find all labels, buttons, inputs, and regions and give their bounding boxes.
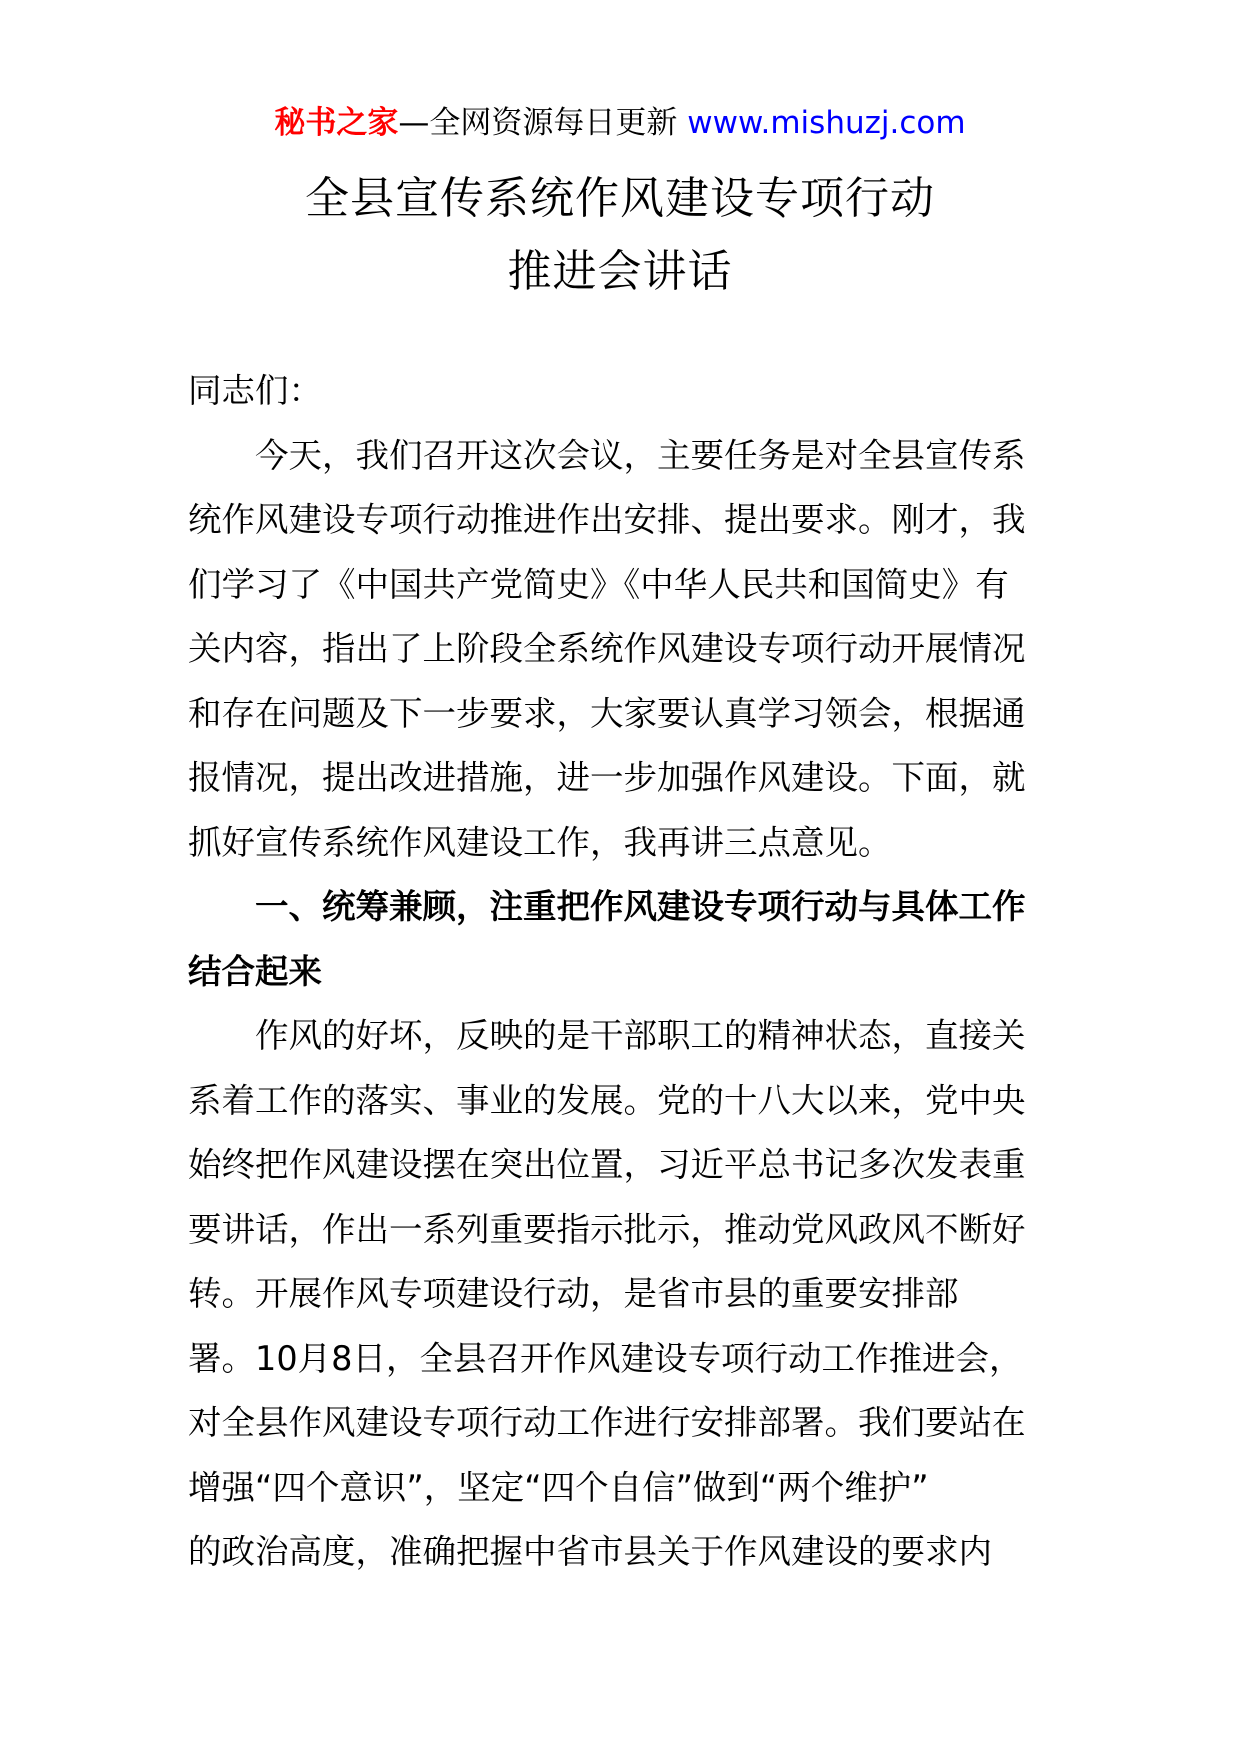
site-url-link[interactable]: www.mishuzj.com	[687, 105, 966, 141]
body-line: 的政治高度，准确把握中省市县关于作风建设的要求内	[188, 1532, 992, 1571]
body-line: 系着工作的落实、事业的发展。党的十八大以来，党中央	[188, 1080, 1026, 1120]
section-heading: 一、统筹兼顾，注重把作风建设专项行动与具体工作	[188, 887, 1026, 926]
body-line: 始终把作风建设摆在突出位置，习近平总书记多次发表重	[188, 1145, 1026, 1184]
document-body	[188, 359, 1058, 1585]
body-line: 统作风建设专项行动推进作出安排、提出要求。刚才，我	[188, 500, 1026, 539]
body-line: 抓好宣传系统作风建设工作，我再讲三点意见。	[188, 822, 892, 862]
body-line: 增强“四个意识”，坚定“四个自信”做到“两个维护”	[188, 1467, 929, 1507]
body-line: 作风的好坏，反映的是干部职工的精神状态，直接关	[188, 1016, 1026, 1055]
body-line: 对全县作风建设专项行动工作进行安排部署。我们要站在	[188, 1403, 1026, 1442]
site-header	[0, 101, 1240, 145]
body-line: 署。10月8日，全县召开作风建设专项行动工作推进会，	[188, 1338, 1023, 1378]
title-line-1: 全县宣传系统作风建设专项行动	[305, 173, 935, 224]
body-line: 报情况，提出改进措施，进一步加强作风建设。下面，就	[188, 758, 1026, 797]
site-name: 秘书之家	[274, 105, 399, 141]
salutation: 同志们：	[188, 371, 322, 410]
section-heading: 结合起来	[188, 951, 322, 991]
body-line: 们学习了《中国共产党简史》《中华人民共和国简史》有	[188, 564, 1009, 604]
body-line: 要讲话，作出一系列重要指示批示，推动党风政风不断好	[188, 1209, 1026, 1249]
body-line: 和存在问题及下一步要求，大家要认真学习领会，根据通	[188, 693, 1026, 733]
document-title	[0, 162, 1240, 308]
title-line-2: 推进会讲话	[507, 246, 733, 297]
body-line: 今天，我们召开这次会议，主要任务是对全县宣传系	[188, 435, 1026, 475]
body-line: 关内容，指出了上阶段全系统作风建设专项行动开展情况	[188, 629, 1026, 668]
body-line: 转。开展作风专项建设行动，是省市县的重要安排部	[188, 1274, 959, 1313]
site-tagline: —全网资源每日更新	[398, 105, 688, 141]
